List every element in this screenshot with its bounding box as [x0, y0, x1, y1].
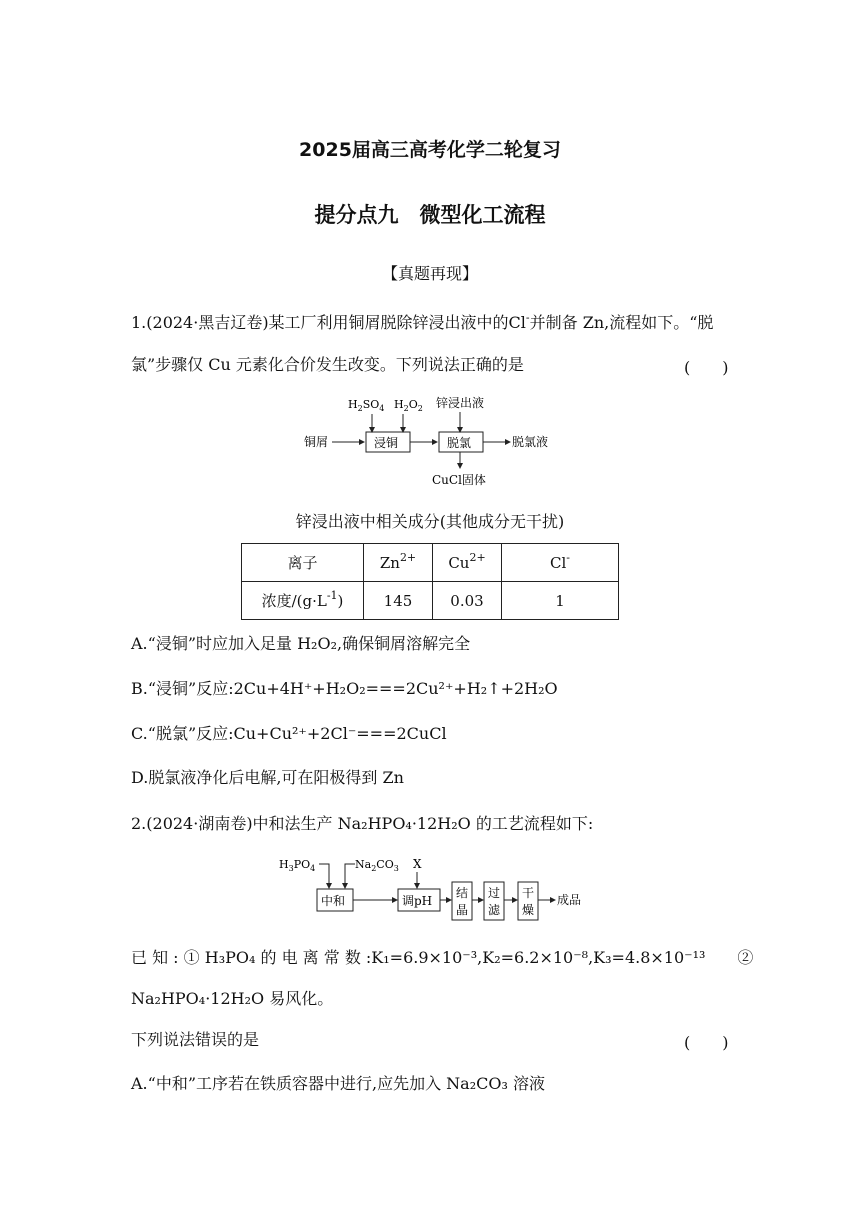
flow-reagent-h2so4: $H_2SO_4$ [348, 398, 385, 413]
flow2-box-adjust-ph: 调pH [402, 894, 433, 908]
flow-reagent-h2o2: $H_2O_2$ [394, 398, 423, 413]
q1-answer-paren: ( ) [684, 358, 729, 377]
q1-option-c: C.“脱氯”反应:Cu+Cu²⁺+2Cl⁻===2CuCl [131, 724, 447, 743]
table-header-label: 离子 [242, 544, 364, 582]
table-cell-cu: 0.03 [433, 582, 502, 620]
flow2-box-filter-1: 过 [488, 886, 501, 900]
document-title: 2025届高三高考化学二轮复习 [299, 139, 561, 161]
flow2-box-crystallize-1: 结 [456, 886, 469, 900]
concentration-table [241, 543, 619, 620]
table-row-label: 浓度$/(g\cdot L^{-1})$ [242, 582, 364, 620]
q2-question: 下列说法错误的是 [131, 1030, 260, 1049]
flow2-reagent-h3po4: $H_3PO_4$ [279, 858, 316, 873]
table-row-concentration [242, 582, 619, 620]
q2-option-a: A.“中和”工序若在铁质容器中进行,应先加入 Na₂CO₃ 溶液 [131, 1074, 545, 1093]
q2-answer-paren: ( ) [684, 1033, 729, 1052]
q1-stem-text: 1.(2024·黑吉辽卷)某工厂利用铜屑脱除锌浸出液中的Cl [131, 313, 526, 332]
table-row-ions [242, 544, 619, 582]
flow2-box-neutralize: 中和 [321, 894, 346, 908]
q1-flow-diagram [290, 390, 580, 490]
table-ion-cl: Cl- [502, 544, 619, 582]
q1-stem-tail: 并制备 Zn,流程如下。“脱 [529, 313, 714, 332]
q1-stem-sup: - [525, 311, 530, 324]
table-cell-cl: 1 [502, 582, 619, 620]
flow2-box-dry-2: 燥 [522, 903, 535, 917]
flow-box-leach: 浸铜 [374, 436, 399, 450]
q1-option-a: A.“浸铜”时应加入足量 H₂O₂,确保铜屑溶解完全 [131, 634, 471, 653]
document-subtitle: 提分点九 微型化工流程 [314, 203, 546, 227]
flow-output-liquid: 脱氯液 [512, 435, 549, 449]
q2-flow-diagram [275, 852, 595, 924]
table-ion-zn: $Zn^{2+}$ [364, 544, 433, 582]
flow2-box-filter-2: 滤 [488, 903, 501, 917]
q2-stem: 2.(2024·湖南卷)中和法生产 Na₂HPO₄·12H₂O 的工艺流程如下: [131, 814, 594, 833]
q2-known-line1: 已 知 : ① H₃PO₄ 的 电 离 常 数 :K₁=6.9×10⁻³,K₂=6.2×10⁻⁸,K₃=4.8×10⁻¹³ ② [131, 948, 754, 967]
flow-reagent-zinc-leach: 锌浸出液 [436, 396, 485, 410]
flow-box-dechlorinate: 脱氯 [447, 436, 472, 450]
q1-option-b: B.“浸铜”反应:2Cu+4H⁺+H₂O₂===2Cu²⁺+H₂↑+2H₂O [131, 679, 558, 698]
flow2-box-dry-1: 干 [522, 886, 535, 900]
q1-option-d: D.脱氯液净化后电解,可在阳极得到 Zn [131, 768, 404, 787]
q1-stem-line1 [131, 313, 713, 333]
flow-input-copper: 铜屑 [304, 435, 329, 449]
flow2-reagent-x: X [413, 857, 422, 871]
table-caption: 锌浸出液中相关成分(其他成分无干扰) [295, 512, 565, 531]
flow2-reagent-na2co3: $Na_2CO_3$ [355, 858, 399, 873]
flow-byproduct-cucl: CuCl固体 [432, 473, 486, 487]
q2-known-line2: Na₂HPO₄·12H₂O 易风化。 [131, 989, 334, 1008]
table-ion-cu: $Cu^{2+}$ [433, 544, 502, 582]
flow2-output-product: 成品 [557, 893, 582, 907]
flow2-box-crystallize-2: 晶 [456, 903, 469, 917]
section-heading: 【真题再现】 [381, 264, 478, 283]
q1-stem-line2: 氯”步骤仅 Cu 元素化合价发生改变。下列说法正确的是 [131, 355, 524, 374]
table-cell-zn: 145 [364, 582, 433, 620]
